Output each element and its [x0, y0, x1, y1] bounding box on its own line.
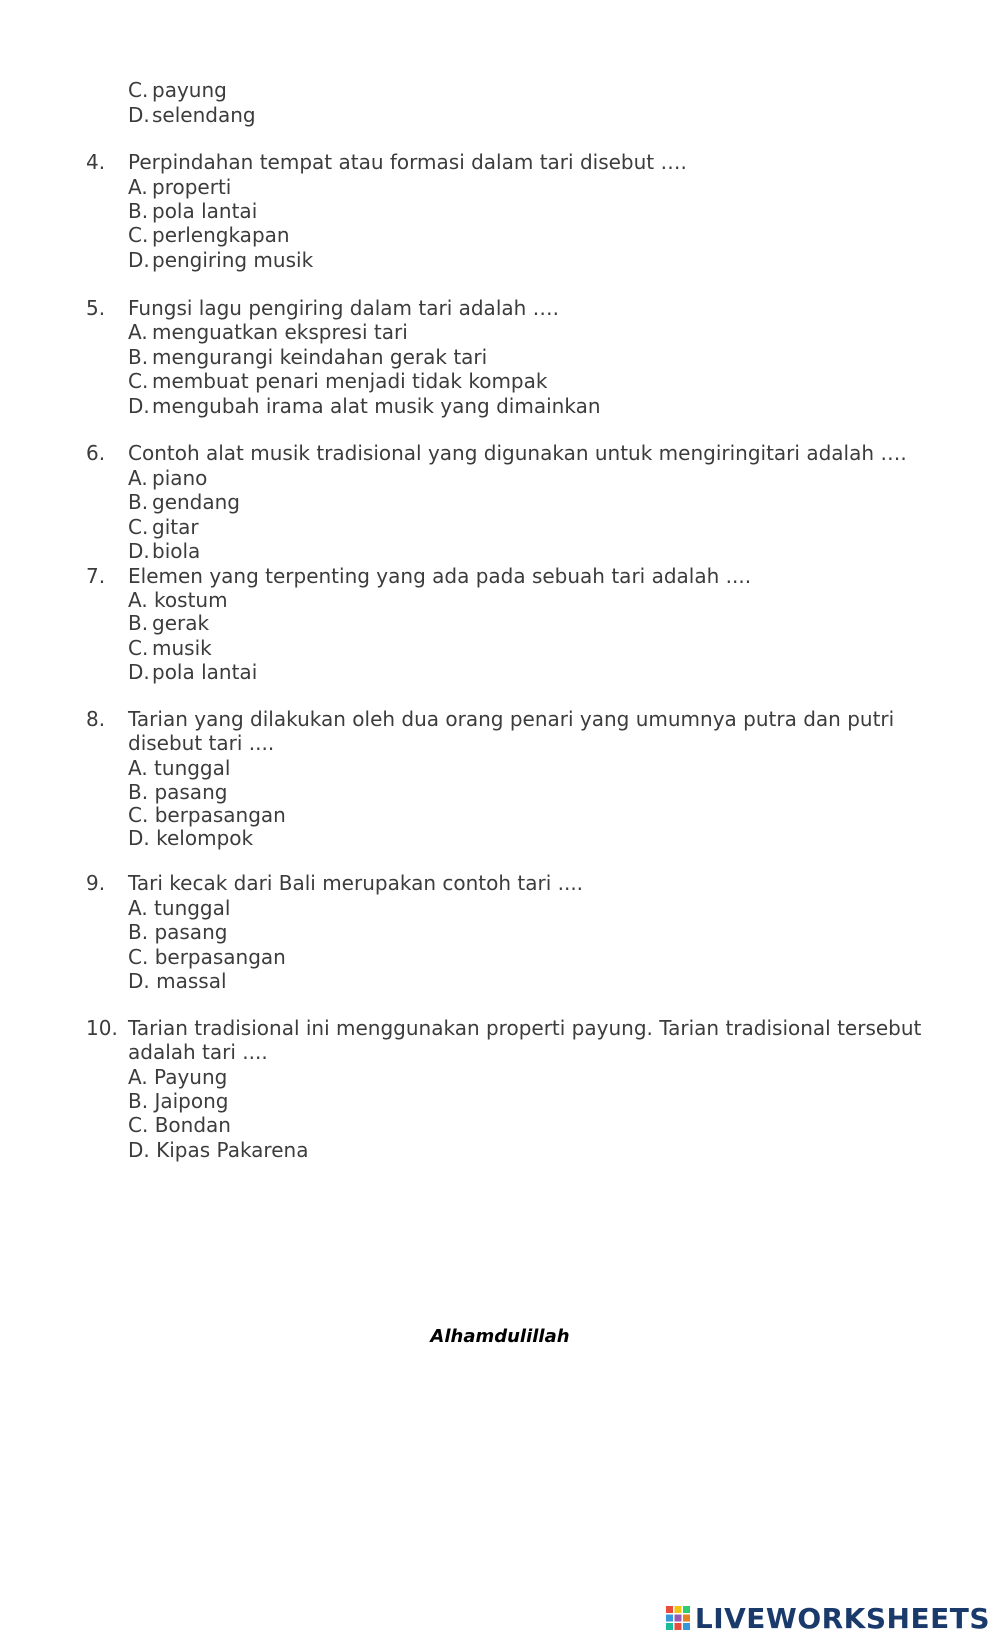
- question-number: 10.: [86, 1016, 118, 1040]
- question-number: 5.: [86, 296, 106, 320]
- option[interactable]: D. biola: [128, 539, 201, 563]
- option[interactable]: C. berpasangan: [128, 945, 286, 969]
- question-text-cont: disebut tari ....: [128, 731, 275, 755]
- option[interactable]: C. perlengkapan: [128, 223, 290, 247]
- option[interactable]: A. Payung: [128, 1065, 228, 1089]
- option[interactable]: D. pengiring musik: [128, 248, 314, 272]
- option[interactable]: B. pasang: [128, 780, 228, 804]
- question-number: 6.: [86, 441, 106, 465]
- option[interactable]: A. menguatkan ekspresi tari: [128, 320, 408, 344]
- option[interactable]: D. massal: [128, 969, 227, 993]
- question-number: 4.: [86, 150, 106, 174]
- liveworksheets-logo-icon: [665, 1605, 691, 1631]
- liveworksheets-brand[interactable]: [665, 1600, 990, 1636]
- option[interactable]: C. membuat penari menjadi tidak kompak: [128, 369, 548, 393]
- option[interactable]: D. pola lantai: [128, 660, 258, 684]
- option[interactable]: C. musik: [128, 636, 212, 660]
- option[interactable]: C. berpasangan: [128, 803, 286, 827]
- option-3-c[interactable]: C. payung: [128, 78, 227, 102]
- question-text: Contoh alat musik tradisional yang digunakan untuk mengiringitari adalah ….: [128, 441, 907, 465]
- option[interactable]: C. Bondan: [128, 1113, 231, 1137]
- question-text: Elemen yang terpenting yang ada pada sebuah tari adalah ....: [128, 564, 752, 588]
- question-number: 8.: [86, 707, 106, 731]
- option[interactable]: D. Kipas Pakarena: [128, 1138, 309, 1162]
- option[interactable]: B. pasang: [128, 920, 228, 944]
- question-text: Fungsi lagu pengiring dalam tari adalah ….: [128, 296, 560, 320]
- option[interactable]: B. pola lantai: [128, 199, 258, 223]
- question-text: Perpindahan tempat atau formasi dalam tari disebut ….: [128, 150, 687, 174]
- option[interactable]: A. kostum: [128, 588, 228, 612]
- option[interactable]: C. gitar: [128, 515, 199, 539]
- brand-name: LIVEWORKSHEETS: [694, 1601, 990, 1635]
- option[interactable]: D. mengubah irama alat musik yang dimainkan: [128, 394, 601, 418]
- closing-text: Alhamdulillah: [430, 1326, 570, 1347]
- question-text: Tarian yang dilakukan oleh dua orang penari yang umumnya putra dan putri: [128, 707, 895, 731]
- option[interactable]: B. Jaipong: [128, 1089, 229, 1113]
- option[interactable]: A. tunggal: [128, 756, 231, 780]
- question-text: Tari kecak dari Bali merupakan contoh tari ....: [128, 871, 584, 895]
- question-text-cont: adalah tari ....: [128, 1040, 268, 1064]
- option[interactable]: A. properti: [128, 175, 232, 199]
- option[interactable]: B. mengurangi keindahan gerak tari: [128, 345, 488, 369]
- option[interactable]: B. gerak: [128, 611, 210, 635]
- option[interactable]: A. tunggal: [128, 896, 231, 920]
- option[interactable]: D. kelompok: [128, 826, 254, 850]
- option-3-d[interactable]: D. selendang: [128, 103, 256, 127]
- question-number: 9.: [86, 871, 106, 895]
- question-number: 7.: [86, 564, 106, 588]
- option[interactable]: A. piano: [128, 466, 208, 490]
- option[interactable]: B. gendang: [128, 490, 240, 514]
- question-text: Tarian tradisional ini menggunakan properti payung. Tarian tradisional tersebut: [128, 1016, 922, 1040]
